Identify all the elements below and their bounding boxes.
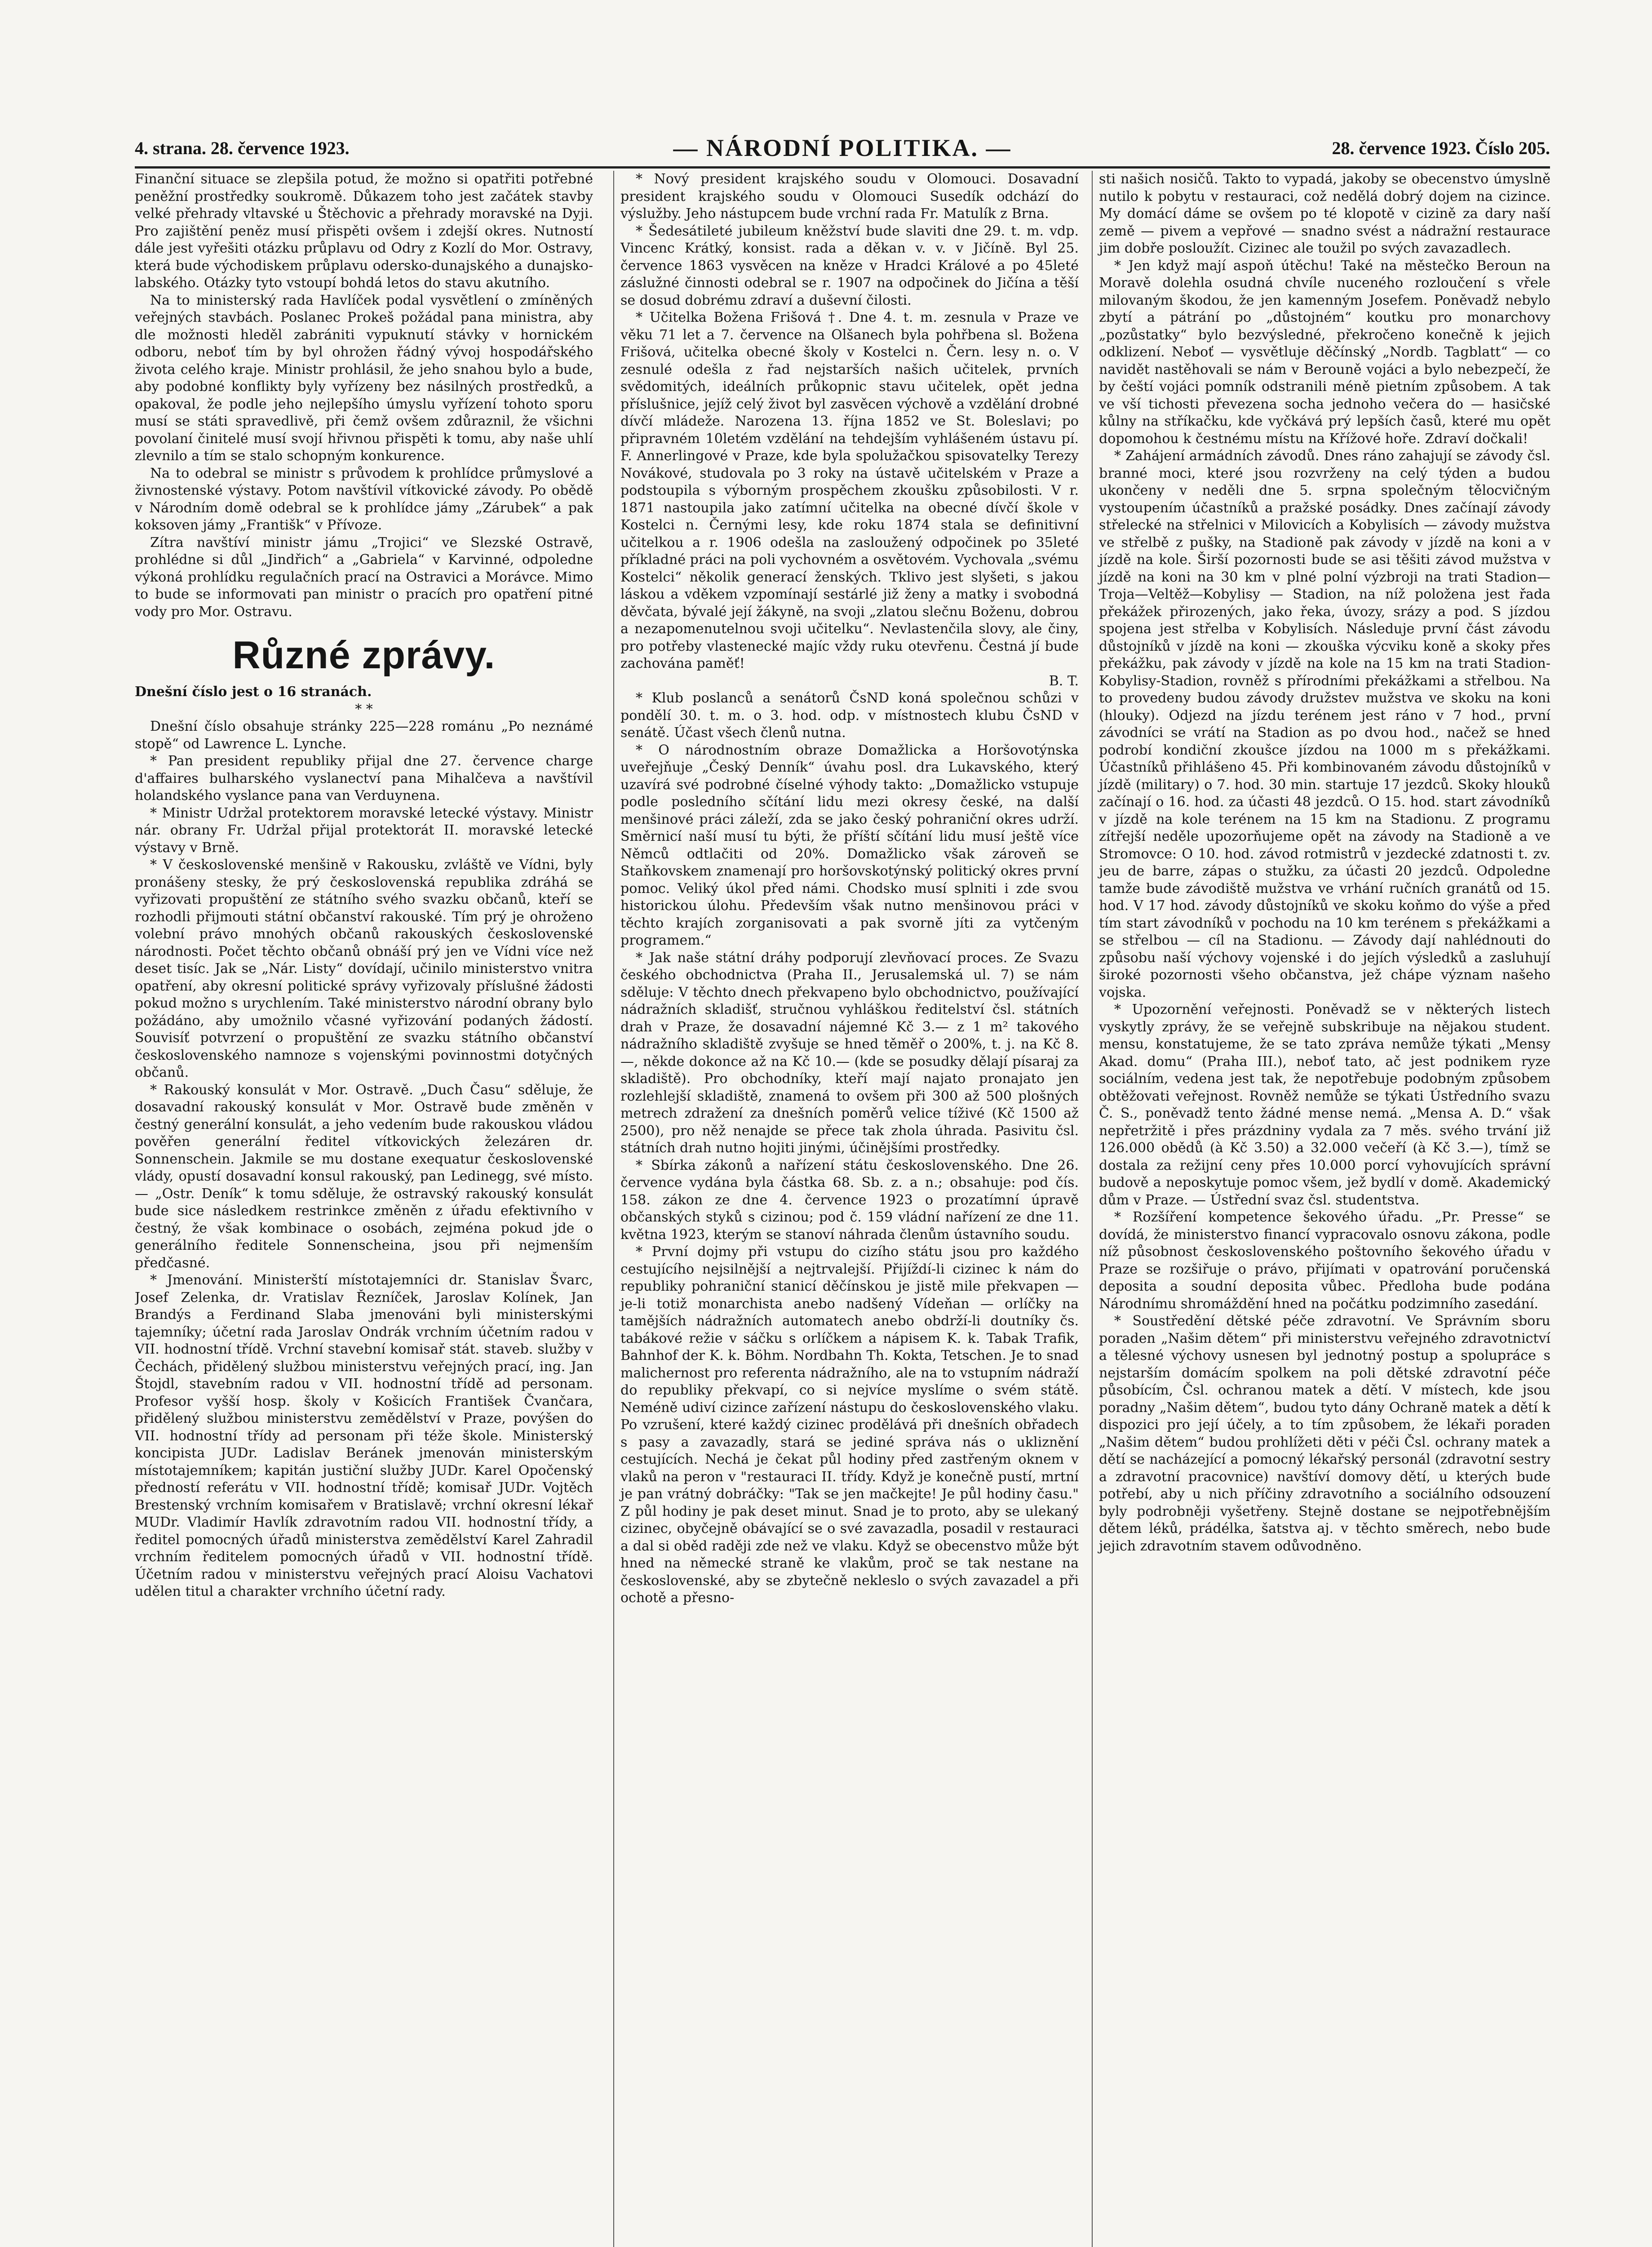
- article-text: Na to odebral se ministr s průvodem k prohlídce průmyslové a živnostenské výstavy. Potom navštívil vítkovické závody. Po obědě v Národním domě odebral se k prohlídce jámy „Zárubek“ a pak koksoven jámy „Františk“ v Přívoze.: [135, 465, 593, 533]
- news-item: * Šedesátileté jubileum kněžství bude slaviti dne 29. t. m. vdp. Vincenc Krátký, konsist. rada a děkan v. v. v Jičíně. Byl 25. července 1863 vysvěcen na kněze v Hradci Králové a po 45leté záslužné činnosti odebral se r. 1907 na odpočinek do Jičína a těší se dosud dobrému zdraví a duševní čilosti.: [620, 223, 1079, 308]
- news-item: * První dojmy při vstupu do cizího státu jsou pro každého cestujícího nejsilnější a nejtrvalejší. Přijíždí-li cizinec k nám do republiky pohraniční stanicí děčínskou je jistě mile překvapen — je-li totiž monarchista anebo nadšený Vídeňan — orlíčky na tamějších nádražních automatech anebo obdrží-li doutníky čs. tabákové režie v sáčku s orlíčkem a nápisem K. k. Tabak Trafik, Bahnhof der K. k. Böhm. Nordbahn Th. Kokta, Tetschen. Je to snad malichernost pro referenta nádražního, ale na to vstupním nádraží do republiky překvapí, co si nejvíce myslíme o svém státě. Neméně udiví cizince zařízení nástupu do československého vlaku. Po vzrušení, které každý cizinec prodělává při dnešních obřadech s pasy a zavazadly, stará se jediné správa nás o ukliznění cestujících. Nechá je čekat půl hodiny před zastřeným oknem v vlaků na peron v "restauraci II. třídy. Když je konečně pustí, mrtní je pan vrátný dobráčky: "Tak se jen mačkejte! Je půl hodiny času." Z půl hodiny je pak deset minut. Snad je to proto, aby se ulekaný cizinec, obyčejně obávající se o své zavazadla, posadil v restauraci a dal si oběd raději zde než ve vlaku. Když se obecenstvo může být hned na německé straně ke vlakům, proč se tak nestane na československé, aby se zbytečně nekleslo o svých zavazadel a při ochotě a přesno-: [620, 1244, 1079, 1606]
- header-masthead: — NÁRODNÍ POLITIKA. —: [673, 134, 1012, 161]
- news-item: * Rakouský konsulát v Mor. Ostravě. „Duch Času“ sděluje, že dosavadní rakouský konsulát v Mor. Ostravě bude změněn v čestný generální konsulát, a jeho vedením bude rakouskou vládou pověřen generální ředitel vítkovických železáren dr. Sonnenschein. Jakmile se mu dostane exequatur československé vlády, opustí dosavadní konsul rakouský, pan Ledinegg, své místo. — „Ostr. Deník“ k tomu sděluje, že ostravský rakouský konsulát bude sice následkem restrinkce změněn z úřadu efektivního v čestný, že však kombinace o osobách, zejména pokud jde o generálního ředitele Sonnenscheina, jsou při nejmenším předčasné.: [135, 1082, 593, 1271]
- separator-stars: * *: [355, 701, 373, 717]
- author-signature: B. T.: [1049, 673, 1079, 689]
- header-page-date: 4. strana. 28. července 1923.: [135, 138, 350, 158]
- news-item: * Nový president krajského soudu v Olomouci. Dosavadní president krajského soudu v Olomouci Susedík odchází do výslužby. Jeho nástupcem bude vrchní rada Fr. Matulík z Brna.: [620, 171, 1079, 222]
- news-item: * Učitelka Božena Frišová †. Dne 4. t. m. zesnula v Praze ve věku 71 let a 7. července na Olšanech byla pohřbena sl. Božena Frišová, učitelka obecné školy v Kostelci n. Čern. lesy n. o. V zesnulé odešla z řad nejstarších našich učitelek, prvních svědomitých, ideálních průkopnic stavu učitelek, opět jedna příslušnice, jejíž celý život byl zasvěcen výchově a vzdělání drobné dívčí mládeže. Narozena 13. října 1852 ve St. Boleslavi; po připravném 10letém vzdělání na tehdejším vyhlášeném ústavu pí. F. Annerlingové v Praze, kde byla spolužačkou spisovatelky Terezy Novákové, studovala po 3 roky na ústavě učitelském v Praze a podstoupila s výborným prospěchem zkoušku způsobilosti. V r. 1871 nastoupila jako zatímní učitelka na obecné dívčí škole v Kostelci n. Černými lesy, kde roku 1874 stala se definitivní učitelkou a r. 1906 odešla na zasloužený odpočinek po 35leté příkladné práci na poli vychovném a osvětovém. Vychovala „svému Kostelci“ několik generací ženských. Tklivo jest slyšeti, s jakou láskou a vděkem vzpomínají sestárlé již ženy a matky i svobodná děvčata, bývalé její žákyně, na svoji „zlatou slečnu Boženu, dobrou a nezapomenutelnou svoji učitelku“. Nevlastenčila slovy, ale činy, pro potřeby vlastenecké majíc vždy ruku otevřenu. Čestná jí bude zachována paměť!: [620, 310, 1079, 671]
- news-item: * Jmenování. Ministerští místotajemníci dr. Stanislav Švarc, Josef Zelenka, dr. Vratislav Řezníček, Jaroslav Kolínek, Jan Brandýs a Ferdinand Slaba jmenováni byli ministerskými tajemníky; účetní rada Jaroslav Ondrák vrchním účetním radou v VII. hodnostní třídě. Vrchní stavební komisař stát. staveb. služby v Čechách, přidělený službou ministerstvu veřejných prací, ing. Jan Štojdl, stavebním radou v VII. hodnostní třídě ad personam. Profesor vyšší hosp. školy v Košicích František Čvančara, přidělený službou ministerstvu zemědělství v Praze, povýšen do VII. hodnostní třídy ad personam při téže škole. Ministerský koncipista JUDr. Ladislav Beránek jmenován ministerským místotajemníkem; kapitán justiční služby JUDr. Karel Opočenský předností referátu v VII. hodnostní třídě; komisař JUDr. Vojtěch Brestenský vrchním komisařem v Bratislavě; vrchní okresní lékař MUDr. Vladimír Havlík zdravotním radou VII. hodnostní třídy, a ředitel pomocných úřadů ministerstva zemědělství Karel Zahradil vrchním ředitelem pomocných úřadů v VII. hodnostní třídě. Účetním radou v ministerstvu veřejných prací Aloisu Vachatovi udělen titul a charakter vrchního účetní rady.: [135, 1272, 593, 1599]
- news-item: * Pan president republiky přijal dne 27. července charge d'affaires bulharského vyslanectví pana Mihalčeva a navštívil holandského vyslance pana van Verduynena.: [135, 753, 593, 804]
- article-text: Dnešní číslo obsahuje stránky 225—228 románu „Po neznámé stopě“ od Lawrence L. Lynche.: [135, 719, 593, 752]
- column-3: [1092, 171, 1550, 2247]
- news-item: * Upozornění veřejnosti. Poněvadž se v některých listech vyskytly zprávy, že se veřejně subskribuje na nějakou student. mensu, konstatujeme, že se tato zpráva nemůže týkati „Mensy Akad. domu“ (Praha III.), neboť tato, ač jest podnikem ryze sociálním, vedena jest tak, že nepotřebuje podobným způsobem obtěžovati veřejnost. Rovněž nemůže se týkati Ústředního svazu Č. S., poněvadž tento žádné mense nemá. „Mensa A. D.“ však nepřetržitě i přes prázdniny vydala za 7 měs. svého trvání již 126.000 obědů (à Kč 3.50) a 32.000 večeří (à Kč 3.—), tímž se dostala za režijní ceny přes 10.000 porcí vyhovujících správní budově a neposkytuje pomoc všem, jež bydlí v domě. Akademický dům v Praze. — Ústřední svaz čsl. studentstva.: [1099, 1002, 1550, 1208]
- article-text: Na to ministerský rada Havlíček podal vysvětlení o zmíněných veřejných stavbách. Poslanec Prokeš požádal pana ministra, aby dle možnosti hleděl zabrániti vypuknutí stávky v hornickém odboru, neboť tím by byl ohrožen řádný vývoj hospodářského života celého kraje. Ministr prohlásil, že jeho snahou bylo a bude, aby podobné konflikty byly vyřízeny bez násilných prostředků, a opakoval, že podle jeho nejlepšího úmyslu vyřízení tohoto sporu musí se státi spravedlivě, při čemž ovšem zdůraznil, že všichni povolaní činitelé musí svojí hřivnou přispěti k tomu, aby naše uhlí zlevnilo a tím se stalo schopným konkurence.: [135, 292, 593, 464]
- column-2: [613, 171, 1079, 2247]
- news-item: * Klub poslanců a senátorů ČsND koná společnou schůzi v pondělí 30. t. m. o 3. hod. odp. v místnostech klubu ČsND v senátě. Účast všech členů nutna.: [620, 690, 1079, 741]
- news-item: * V československé menšině v Rakousku, zvláště ve Vídni, byly pronášeny stesky, že prý československá republika zdráhá se vyřizovati propuštění ze státního svého svazku občanů, kteří se rozhodli přijmouti státní občanství rakouské. Tím prý je ohroženo volební právo mnohých občanů rakouských československé národnosti. Počet těchto občanů obnáší prý jen ve Vídni více než deset tisíc. Jak se „Nár. Listy“ dovídají, učinilo ministerstvo vnitra opatření, aby okresní politické správy vyřizovaly příslušné žádosti pokud možno s urychlením. Také ministerstvo národní obrany bylo požádáno, aby umožnilo včasné vyřizování podaných žádostí. Souvisíť potvrzení o propuštění ze svazku státního občanství československého namnoze s vojenskými povinnostmi dotyčných občanů.: [135, 857, 593, 1080]
- news-item: * Zahájení armádních závodů. Dnes ráno zahajují se závody čsl. branné moci, které jsou rozvrženy na celý týden a budou ukončeny v neděli dne 5. srpna společným tělocvičným vystoupením účastníků a pražské posádky. Dnes začínají závody střelecké na střelnici v Milovicích a Kobylisích — závody mužstva ve střelbě z pušky, na Stadioně pak závody v jízdě na koni a v jízdě na kole. Širší pozornosti bude se asi těšiti závod mužstva v jízdě na koni na 30 km v plné polní výzbroji na trati Stadion—Troja—Veltěž—Kobylisy — Stadion, na níž položena jest řada překážek přirozených, jako řeka, úvozy, srázy a pod. S jízdou spojena jest střelba v Kobylisích. Následuje první část závodu důstojníků v jízdě na koni — zkouška výcviku koně a skoky přes překážku, pak závody v jízdě na kole na 15 km na trati Stadion-Kobylisy-Stadion, rovněž s přírodními překážkami a střelbou. Na to provedeny budou závody družstev mužstva ve skoku na koni (hlouky). Odjezd na jízdu terénem jest ráno v 7 hod., první závodníci se vrátí na Stadion as po dvou hod., načež se hned podrobí kondiční zkoušce jízdou na 1000 m s překážkami. Účastníků přihlášeno 45. Při kombinovaném závodu důstojníků v jízdě (military) o 7. hod. 30 min. startuje 17 jezdců. Skoky hlouků začínají o 16. hod. za účasti 48 jezdců. O 15. hod. start závodníků v jízdě na kole terénem na 15 km na Stadionu. Z programu zítřejší neděle upozorňujeme opět na závody na Stadioně a ve Stromovce: O 10. hod. závod rotmistrů v jezdecké zdatnosti t. zv. jeu de barre, zápas o stužku, za účasti 20 jezdců. Odpoledne tamže bude závodiště mužstva ve vrhání ručních granátů od 15. hod. V 17 hod. závody důstojníků ve skoku koňmo do výše a před tím start závodníků v pochodu na 10 km terénem s překážkami a se střelbou — cíl na Stadionu. — Závody dají nahlédnouti do způsobu naší výchovy vojenské i do jejích výsledků a zasluhují široké pozornosti všeho občanstva, jež chápe význam našeho vojska.: [1099, 448, 1550, 1000]
- subheading: Dnešní číslo jest o 16 stranách.: [135, 684, 372, 700]
- news-item: * Ministr Udržal protektorem moravské letecké výstavy. Ministr nár. obrany Fr. Udržal přijal protektorát II. moravské letecké výstavy v Brně.: [135, 805, 593, 856]
- column-1: [135, 171, 593, 2247]
- article-text: Finanční situace se zlepšila potud, že možno si opatřiti potřebné peněžní prostředky soukromě. Důkazem toho jest začátek stavby velké přehrady vltavské u Štěchovic a přehrady moravské na Dyji. Pro zajištění peněz musí přispěti ovšem i zdejší okres. Nutností dále jest vyřešiti otázku průplavu od Odry z Kozlí do Mor. Ostravy, která bude východiskem průplavu odersko-dunajského a dunajsko-labského. Otázky tyto vstoupí bohdá letos do stavu akutního.: [135, 171, 593, 291]
- news-item: * Jen když mají aspoň útěchu! Také na městečko Beroun na Moravě dolehla osudná chvíle nuceného rozloučení s vřele milovaným škodou, že jen kamenným Josefem. Poněvadž nebylo zbytí a pátrání po „důstojném“ koutku pro monarchovy „pozůstatky“ bylo bezvýsledné, překročeno konečně k jejich odklizení. Neboť — vysvětluje děčínský „Nordb. Tagblatt“ — co navidět nastěhovali se nám v Berouně vojáci a bylo nebezpečí, že by čeští vojáci pomník odstranili méně pietním způsobem. A tak ve vší tichosti převezena socha jednoho večera do — hasičské kůlny na stříkačku, kde vyčkává prý lepších časů, které mu opět dopomohou k čestnému místu na Křížové hoře. Zdraví dočkali!: [1099, 258, 1550, 447]
- news-item: * Sbírka zákonů a nařízení státu československého. Dne 26. července vydána byla částka 68. Sb. z. a n.; obsahuje: pod čís. 158. zákon ze dne 4. července 1923 o prozatímní úpravě občanských styků s cizinou; pod č. 159 vládní nařízení ze dne 11. května 1923, kterým se stanoví náhrada členům ústavního soudu.: [620, 1157, 1079, 1243]
- news-item: * Soustředění dětské péče zdravotní. Ve Správním sboru poraden „Našim dětem“ při ministerstvu veřejného zdravotnictví a tělesné výchovy usnesen byl jednotný postup a spolupráce s nejstarším domácím spolkem na poli dětské zdravotní péče působícím, Čsl. ochranou matek a dětí. V místech, kde jsou poradny „Našim dětem“, budou tyto dány Ochraně matek a dětí k dispozici pro její účely, a to tím způsobem, že lékaři poraden „Našim dětem“ budou prohlížeti děti v péči Čsl. ochrany matek a dětí se nacházející a pomocný lékařský personál (zdravotní sestry a zdravotní pracovnice) navštíví domovy dětí, u kterých bude potřebí, aby u nich příčiny zdravotního a sociálního odsouzení byly podrobněji vyšetřeny. Stejně dostane se nejpotřebnějším dětem léků, prádélka, šatstva aj. v těchto směrech, nebo bude jejich zdravotním stavem odůvodněno.: [1099, 1313, 1550, 1554]
- article-text: Zítra navštíví ministr jámu „Trojici“ ve Slezské Ostravě, prohlédne si důl „Jindřich“ a „Gabriela“ v Karvinné, odpoledne výkoná prohlídku regulačních prací na Ostravici a Morávce. Mimo to bude se informovati pan ministr o pracích pro opatření pitné vody pro Mor. Ostravu.: [135, 534, 593, 620]
- header-issue-number: 28. července 1923. Číslo 205.: [1332, 138, 1550, 158]
- news-item: * O národnostním obraze Domažlicka a Horšovotýnska uveřejňuje „Český Denník“ úvahu posl. dra Lukavského, který uzavírá své podrobné číselné výhody takto: „Domažlicko vstupuje podle posledního sčítání lidu mezi okresy české, na další menšinové práci záleží, zda se jako český pohraniční okres udrží. Směrnicí naší musí tu býti, že příští sčítání lidu musí ještě více Němců odtlačiti od 20%. Domažlicko však zároveň se Staňkovskem znamenají pro horšovskotýnský politický okres první pomoc. Veliký úkol před námi. Chodsko musí splniti i zde svou historickou úlohu. Především však nutno menšinovou práci v těchto krajích zorganisovati a pak svorně jíti za vytčeným programem.“: [620, 742, 1079, 948]
- news-item: * Rozšíření kompetence šekového úřadu. „Pr. Presse“ se dovídá, že ministerstvo financí vypracovalo osnovu zákona, podle níž působnost československého poštovního šekového úřadu v Praze se rozšiřuje o právo, přijímati v opatrování poručenská deposita a soudní deposita vůbec. Předloha bude podána Národnímu shromáždění hned na počátku podzimního zasedání.: [1099, 1209, 1550, 1312]
- page-header: [135, 133, 1550, 169]
- news-item: * Jak naše státní dráhy podporují zlevňovací proces. Ze Svazu českého obchodnictva (Praha II., Jerusalemská ul. 7) se nám sděluje: V těchto dnech překvapeno bylo obchodnictvo, používající nádražních skladišť, stručnou vyhláškou ředitelství čsl. státních drah v Praze, že dosavadní nájemné Kč 3.— z 1 m² takového nádražního skladiště zvyšuje se hned těměř o 200%, t. j. na Kč 8.—, někde dokonce až na Kč 10.— (kde se posudky dělají písaraj za skladiště). Pro obchodníky, kteří mají najato pronajato jen rozlehlejší skladiště, znamená to ovšem při 300 až 500 plošných metrech zdražení za dnešních poměrů velice tíživé (Kč 1500 až 2500), pro něž nenajde se přece tak zhola úhrada. Pasivitu čsl. státních drah nutno hojiti jinými, účinějšími prostředky.: [620, 950, 1079, 1156]
- section-title: Různé zprávy.: [232, 634, 496, 677]
- article-text: sti našich nosičů. Takto to vypadá, jakoby se obecenstvo úmyslně nutilo k pobytu v restauraci, což nedělá dobrý dojem na cizince. My domácí dáme se ovšem po té klopotě v cizině za dary naší země — pivem a vepřové — snadno svést a nádražní restaurace jim dobře posloužít. Cizinec ale toužil po svých zavazadlech.: [1099, 171, 1550, 256]
